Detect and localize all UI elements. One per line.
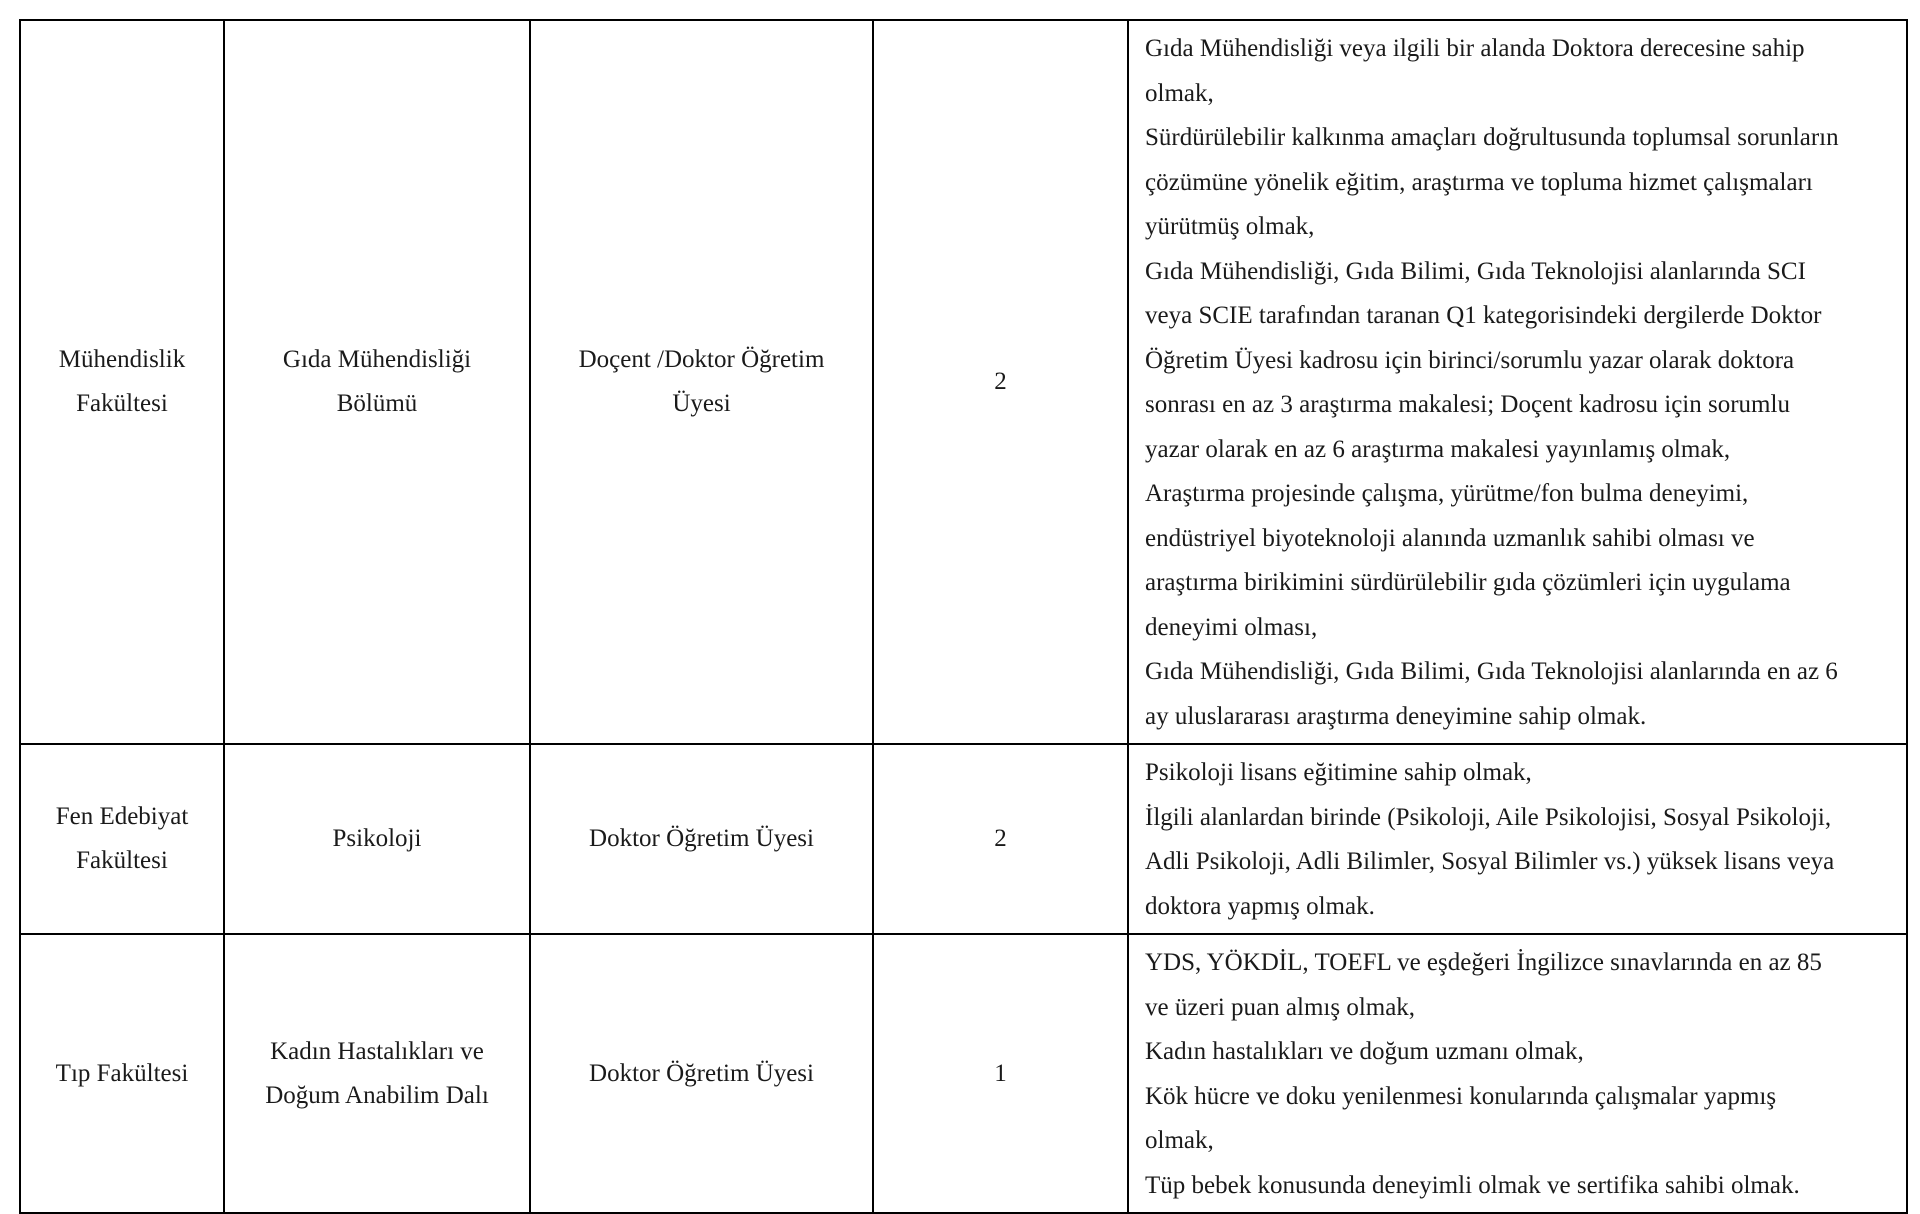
- requirement-line: ve üzeri puan almış olmak,: [1145, 993, 1416, 1021]
- department-text: Kadın Hastalıkları ve: [270, 1037, 484, 1065]
- title-cell: [530, 934, 873, 1213]
- faculty-text: Tıp Fakültesi: [55, 1059, 189, 1087]
- department-cell: [224, 20, 530, 744]
- requirement-line: araştırma birikimini sürdürülebilir gıda çözümleri için uygulama: [1145, 569, 1791, 596]
- table-row: [20, 744, 1907, 934]
- title-text: Doktor Öğretim Üyesi: [589, 825, 814, 852]
- title-text: Doktor Öğretim Üyesi: [589, 1059, 814, 1087]
- requirement-line: Gıda Mühendisliği veya ilgili bir alanda Doktora derecesine sahip: [1145, 35, 1805, 62]
- requirement-line: Öğretim Üyesi kadrosu için birinci/sorumlu yazar olarak doktora: [1145, 346, 1795, 374]
- requirement-line: çözümüne yönelik eğitim, araştırma ve topluma hizmet çalışmaları: [1145, 168, 1813, 196]
- faculty-text: Fakültesi: [76, 390, 168, 417]
- title-text: Üyesi: [672, 390, 731, 417]
- department-text: Psikoloji: [332, 825, 422, 852]
- requirement-line: Adli Psikoloji, Adli Bilimler, Sosyal Bilimler vs.) yüksek lisans veya: [1145, 848, 1835, 875]
- requirements-cell: [1128, 20, 1907, 744]
- requirement-line: sonrası en az 3 araştırma makalesi; Doçent kadrosu için sorumlu: [1145, 391, 1790, 418]
- faculty-cell: [20, 20, 224, 744]
- requirements-cell: [1128, 744, 1907, 934]
- requirement-line: Gıda Mühendisliği, Gıda Bilimi, Gıda Teknolojisi alanlarında SCI: [1145, 257, 1806, 285]
- requirement-line: yazar olarak en az 6 araştırma makalesi yayınlamış olmak,: [1145, 435, 1731, 463]
- requirement-line: endüstriyel biyoteknoloji alanında uzmanlık sahibi olması ve: [1145, 524, 1755, 552]
- count-cell: [873, 744, 1128, 934]
- title-cell: [530, 744, 873, 934]
- requirement-line: olmak,: [1145, 79, 1214, 107]
- requirement-line: YDS, YÖKDİL, TOEFL ve eşdeğeri İngilizce sınavlarında en az 85: [1145, 949, 1822, 976]
- count-cell: [873, 20, 1128, 744]
- table-row: [20, 20, 1907, 744]
- department-text: Gıda Mühendisliği: [282, 346, 472, 373]
- requirement-line: Gıda Mühendisliği, Gıda Bilimi, Gıda Teknolojisi alanlarında en az 6: [1145, 658, 1838, 685]
- requirement-line: yürütmüş olmak,: [1145, 213, 1315, 240]
- requirement-line: Araştırma projesinde çalışma, yürütme/fon bulma deneyimi,: [1145, 480, 1749, 507]
- department-cell: [224, 934, 530, 1213]
- requirement-line: Sürdürülebilir kalkınma amaçları doğrultusunda toplumsal sorunların: [1145, 124, 1839, 151]
- table-row: [20, 934, 1907, 1213]
- requirement-line: deneyimi olması,: [1145, 613, 1318, 641]
- title-text: Doçent /Doktor Öğretim: [578, 346, 825, 373]
- requirement-line: Kadın hastalıkları ve doğum uzmanı olmak,: [1145, 1038, 1584, 1065]
- count-text: 2: [994, 368, 1007, 395]
- requirement-line: ay uluslararası araştırma deneyimine sahip olmak.: [1145, 702, 1647, 730]
- requirement-line: veya SCIE tarafından taranan Q1 kategorisindeki dergilerde Doktor: [1145, 302, 1822, 329]
- count-text: 2: [994, 825, 1007, 852]
- department-text: Bölümü: [336, 390, 418, 417]
- faculty-text: Fen Edebiyat: [55, 803, 189, 830]
- requirement-line: Kök hücre ve doku yenilenmesi konularında çalışmalar yapmış: [1145, 1082, 1777, 1110]
- title-cell: [530, 20, 873, 744]
- requirement-line: İlgili alanlardan birinde (Psikoloji, Aile Psikolojisi, Sosyal Psikoloji,: [1145, 803, 1832, 831]
- count-cell: [873, 934, 1128, 1213]
- position-table: [19, 19, 1908, 1214]
- faculty-cell: [20, 744, 224, 934]
- faculty-text: Mühendislik: [58, 346, 186, 373]
- requirements-cell: [1128, 934, 1907, 1213]
- department-text: Doğum Anabilim Dalı: [265, 1081, 489, 1109]
- requirement-line: Psikoloji lisans eğitimine sahip olmak,: [1145, 759, 1532, 786]
- department-cell: [224, 744, 530, 934]
- faculty-text: Fakültesi: [76, 847, 168, 874]
- count-text: 1: [994, 1059, 1007, 1087]
- requirement-line: olmak,: [1145, 1127, 1214, 1154]
- requirement-line: Tüp bebek konusunda deneyimli olmak ve sertifika sahibi olmak.: [1145, 1171, 1800, 1199]
- requirement-line: doktora yapmış olmak.: [1145, 892, 1375, 920]
- faculty-cell: [20, 934, 224, 1213]
